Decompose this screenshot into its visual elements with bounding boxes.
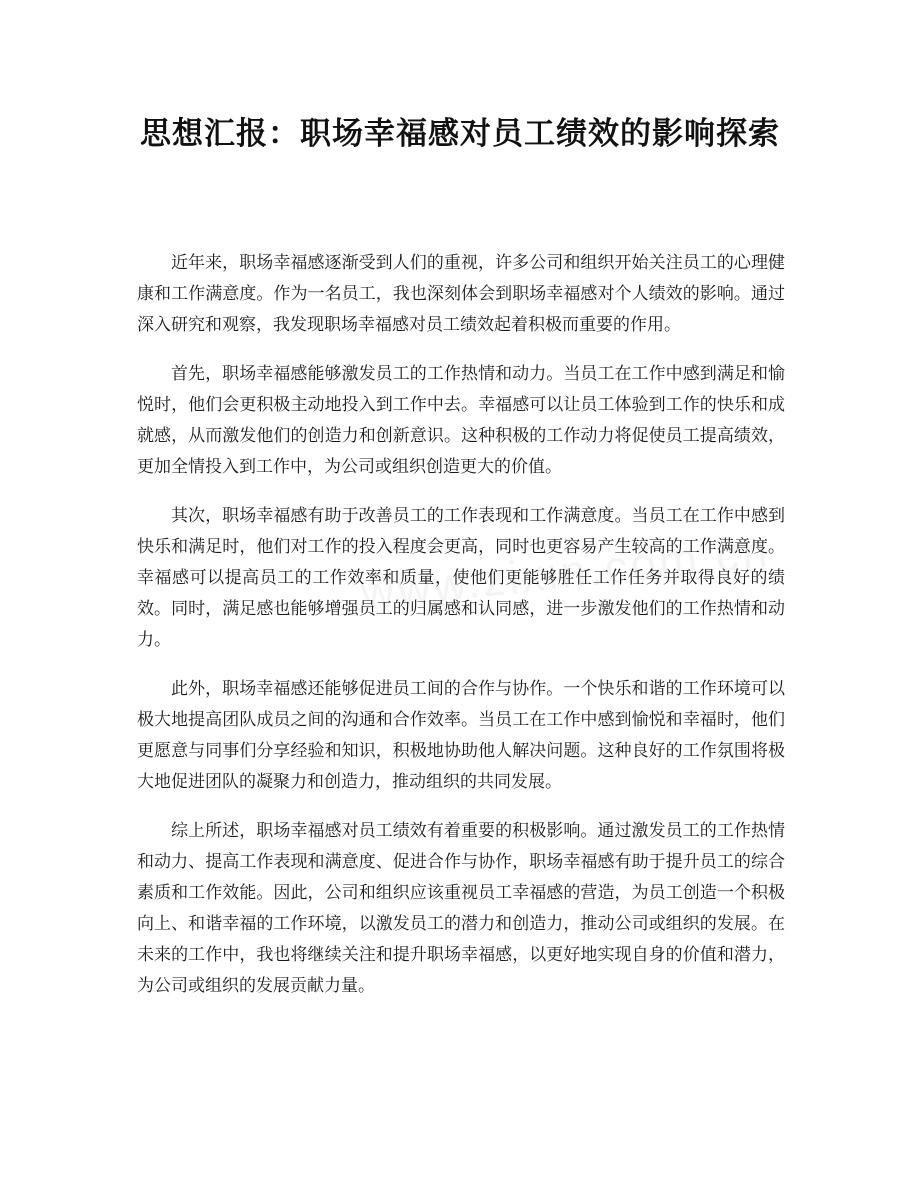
paragraph-first-point: 首先，职场幸福感能够激发员工的工作热情和动力。当员工在工作中感到满足和愉悦时，他们会更积极主动地投入到工作中去。幸福感可以让员工体验到工作的快乐和成就感，从而激发他们的创造力和创新意识。这种积极的工作动力将促使员工提高绩效，更加全情投入到工作中，为公司或组织创造更大的价值。 [137,364,785,477]
document-body [137,248,785,1020]
paragraph-intro: 近年来，职场幸福感逐渐受到人们的重视，许多公司和组织开始关注员工的心理健康和工作满意度。作为一名员工，我也深刻体会到职场幸福感对个人绩效的影响。通过深入研究和观察，我发现职场幸福感对员工绩效起着积极而重要的作用。 [137,253,785,335]
paragraph-second-point: 其次，职场幸福感有助于改善员工的工作表现和工作满意度。当员工在工作中感到快乐和满足时，他们对工作的投入程度会更高，同时也更容易产生较高的工作满意度。幸福感可以提高员工的工作效率和质量，使他们更能够胜任工作任务并取得良好的绩效。同时，满足感也能够增强员工的归属感和认同感，进一步激发他们的工作热情和动力。 [137,506,785,650]
document-title: 思想汇报：职场幸福感对员工绩效的影响探索 [140,116,780,152]
paragraph-third-point: 此外，职场幸福感还能够促进员工间的合作与协作。一个快乐和谐的工作环境可以极大地提高团队成员之间的沟通和合作效率。当员工在工作中感到愉悦和幸福时，他们更愿意与同事们分享经验和知识，积极地协助他人解决问题。这种良好的工作氛围将极大地促进团队的凝聚力和创造力，推动组织的共同发展。 [137,679,785,792]
paragraph-conclusion: 综上所述，职场幸福感对员工绩效有着重要的积极影响。通过激发员工的工作热情和动力、提高工作表现和满意度、促进合作与协作，职场幸福感有助于提升员工的综合素质和工作效能。因此，公司和组织应该重视员工幸福感的营造，为员工创造一个积极向上、和谐幸福的工作环境，以激发员工的潜力和创造力，推动公司或组织的发展。在未来的工作中，我也将继续关注和提升职场幸福感，以更好地实现自身的价值和潜力，为公司或组织的发展贡献力量。 [137,821,785,996]
